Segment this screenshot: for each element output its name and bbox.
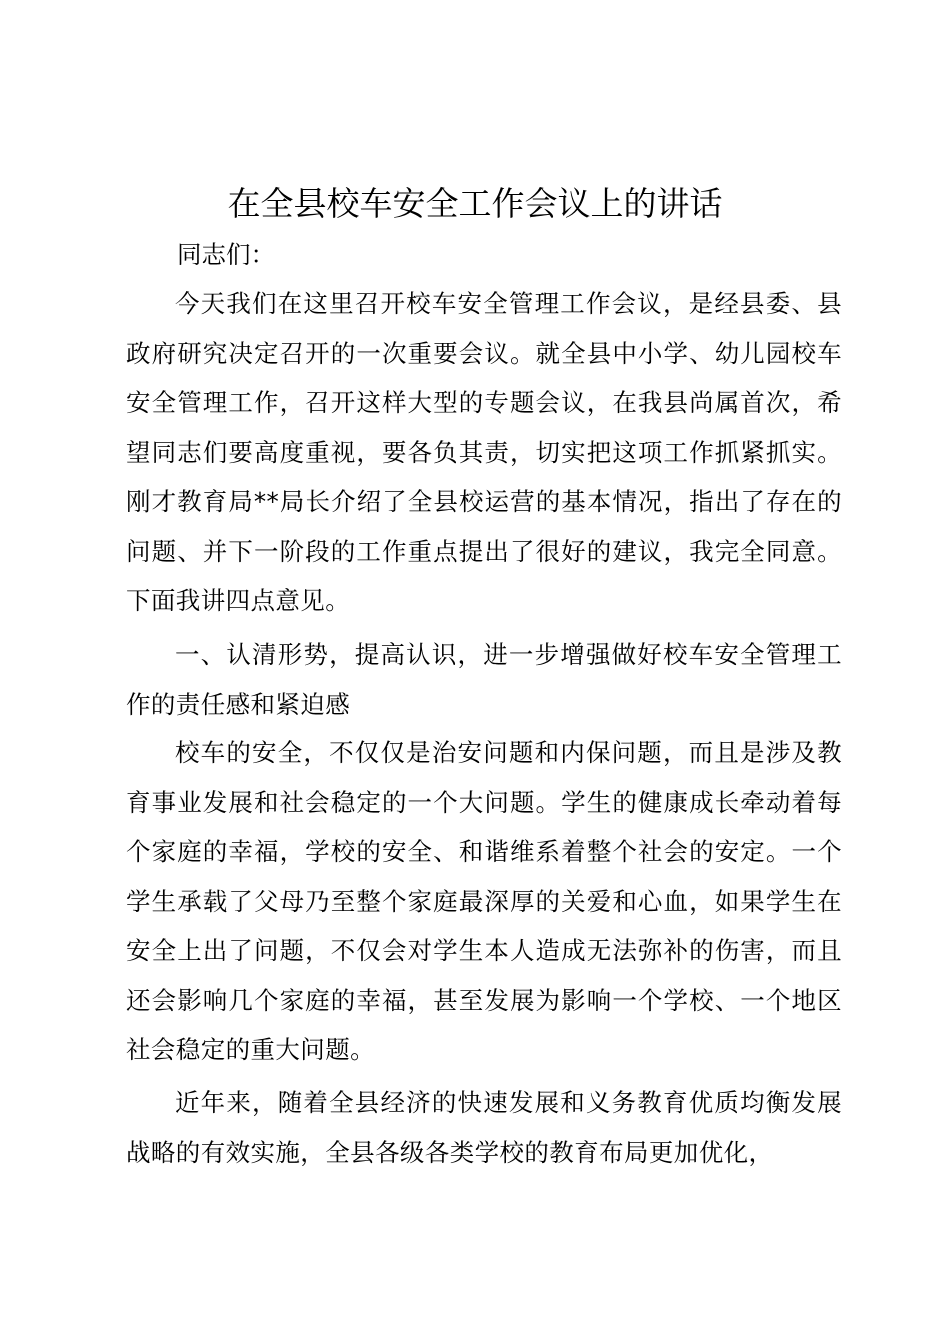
document-title: 在全县校车安全工作会议上的讲话 — [227, 184, 723, 223]
paragraph-school-bus-safety: 校车的安全，不仅仅是治安问题和内保问题，而且是涉及教育事业发展和社会稳定的一个大问题。学生的健康成长牵动着每个家庭的幸福，学校的安全、和谐维系着整个社会的安定。一个学生承载了父母乃至整个家庭最深厚的关爱和心血，如果学生在安全上出了问题，不仅会对学生本人造成无法弥补的伤害，而且还会影响几个家庭的幸福，甚至发展为影响一个学校、一个地区社会稳定的重大问题。 — [126, 738, 842, 1064]
salutation: 同志们： — [177, 240, 275, 269]
paragraph-opening: 今天我们在这里召开校车安全管理工作会议，是经县委、县政府研究决定召开的一次重要会议。就全县中小学、幼儿园校车安全管理工作，召开这样大型的专题会议，在我县尚属首次，希望同志们要高度重视，要各负其责，切实把这项工作抓紧抓实。刚才教育局**局长介绍了全县校运营的基本情况，指出了存在的问题、并下一阶段的工作重点提出了很好的建议，我完全同意。下面我讲四点意见。 — [126, 289, 842, 615]
section-heading-1: 一、认清形势，提高认识，进一步增强做好校车安全管理工作的责任感和紧迫感 — [126, 640, 842, 719]
paragraph-recent-years: 近年来，随着全县经济的快速发展和义务教育优质均衡发展战略的有效实施，全县各级各类学校的教育布局更加优化， — [126, 1088, 842, 1167]
